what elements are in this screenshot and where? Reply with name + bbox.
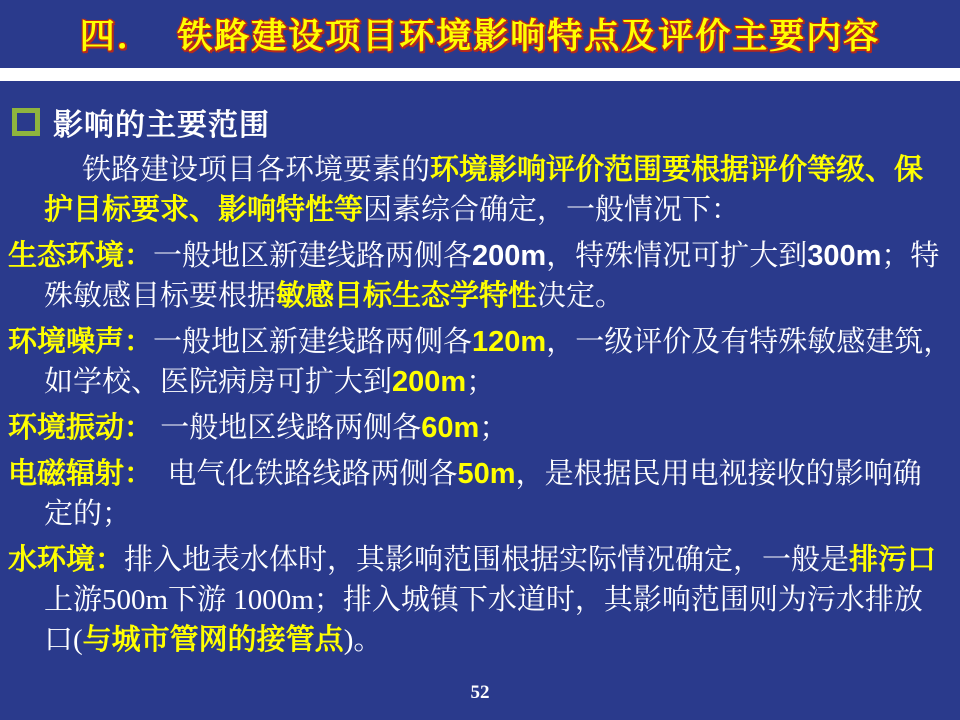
title-divider-bar <box>0 68 960 81</box>
text-line <box>8 408 954 448</box>
text-segment: 120m <box>472 326 547 358</box>
text-segment: 300m <box>807 240 882 272</box>
slide-title: 四． 铁路建设项目环境影响特点及评价主要内容 <box>79 17 881 56</box>
slide-body <box>8 100 954 660</box>
text-segment: 上游500m下游 1000m；排入城镇下水道时，其影响范围则为污水排放 <box>44 584 923 616</box>
text-segment: ；特 <box>881 240 940 272</box>
paragraph <box>8 236 954 316</box>
text-line <box>8 454 954 494</box>
text-segment: 因素综合确定，一般情况下： <box>363 194 741 226</box>
text-segment: 与城市管网的接管点 <box>82 624 344 656</box>
text-line <box>8 322 954 362</box>
text-segment: 定的； <box>44 498 132 530</box>
text-segment: 电气化铁路线路两侧各 <box>153 458 458 490</box>
square-bullet-icon <box>12 108 40 136</box>
text-segment: 敏感目标生态学特性 <box>276 280 538 312</box>
text-segment: ，是根据民用电视接收的影响确 <box>515 458 922 490</box>
text-line <box>82 150 954 190</box>
text-line <box>44 580 954 620</box>
text-segment: 护目标要求、影响特性等 <box>44 194 364 226</box>
paragraph <box>8 150 954 230</box>
text-segment: 决定。 <box>537 280 625 312</box>
text-segment: 如学校、医院病房可扩大到 <box>44 366 393 398</box>
page-number: 52 <box>470 682 490 703</box>
text-segment: 生态环境： <box>8 240 154 272</box>
paragraph-list <box>8 150 954 660</box>
section-heading <box>8 100 954 144</box>
text-segment: 50m <box>457 458 516 490</box>
text-segment: 一般地区线路两侧各 <box>153 412 422 444</box>
text-line <box>44 276 954 316</box>
text-segment: 排污口 <box>849 544 937 576</box>
text-line <box>44 362 954 402</box>
text-segment: 铁路建设项目各环境要素的 <box>82 154 431 186</box>
text-segment: 排入地表水体时，其影响范围根据实际情况确定，一般是 <box>124 544 850 576</box>
text-segment: ，特殊情况可扩大到 <box>546 240 808 272</box>
text-segment: 口( <box>44 624 83 656</box>
text-segment: 水环境： <box>8 544 125 576</box>
text-segment: )。 <box>343 624 383 656</box>
text-segment: 60m <box>421 412 480 444</box>
text-segment: 环境振动： <box>8 412 154 444</box>
text-segment: ； <box>479 412 509 444</box>
text-line <box>44 494 954 534</box>
text-segment: 殊敏感目标要根据 <box>44 280 277 312</box>
section-heading-label: 影响的主要范围 <box>53 109 270 142</box>
paragraph <box>8 454 954 534</box>
paragraph <box>8 322 954 402</box>
text-segment: 电磁辐射： <box>8 458 154 490</box>
text-segment: 环境影响评价范围要根据评价等级、保 <box>430 154 924 186</box>
text-line <box>8 540 954 580</box>
text-segment: 200m <box>472 240 547 272</box>
text-segment: 环境噪声： <box>8 326 154 358</box>
paragraph <box>8 540 954 660</box>
text-segment: 一般地区新建线路两侧各 <box>153 326 473 358</box>
text-segment: 200m <box>392 366 467 398</box>
text-segment: ，一级评价及有特殊敏感建筑， <box>546 326 953 358</box>
title-bar <box>0 0 960 68</box>
text-segment: ； <box>466 366 496 398</box>
paragraph <box>8 408 954 448</box>
text-segment: 一般地区新建线路两侧各 <box>153 240 473 272</box>
text-line <box>44 620 954 660</box>
text-line <box>8 236 954 276</box>
text-line <box>44 190 954 230</box>
